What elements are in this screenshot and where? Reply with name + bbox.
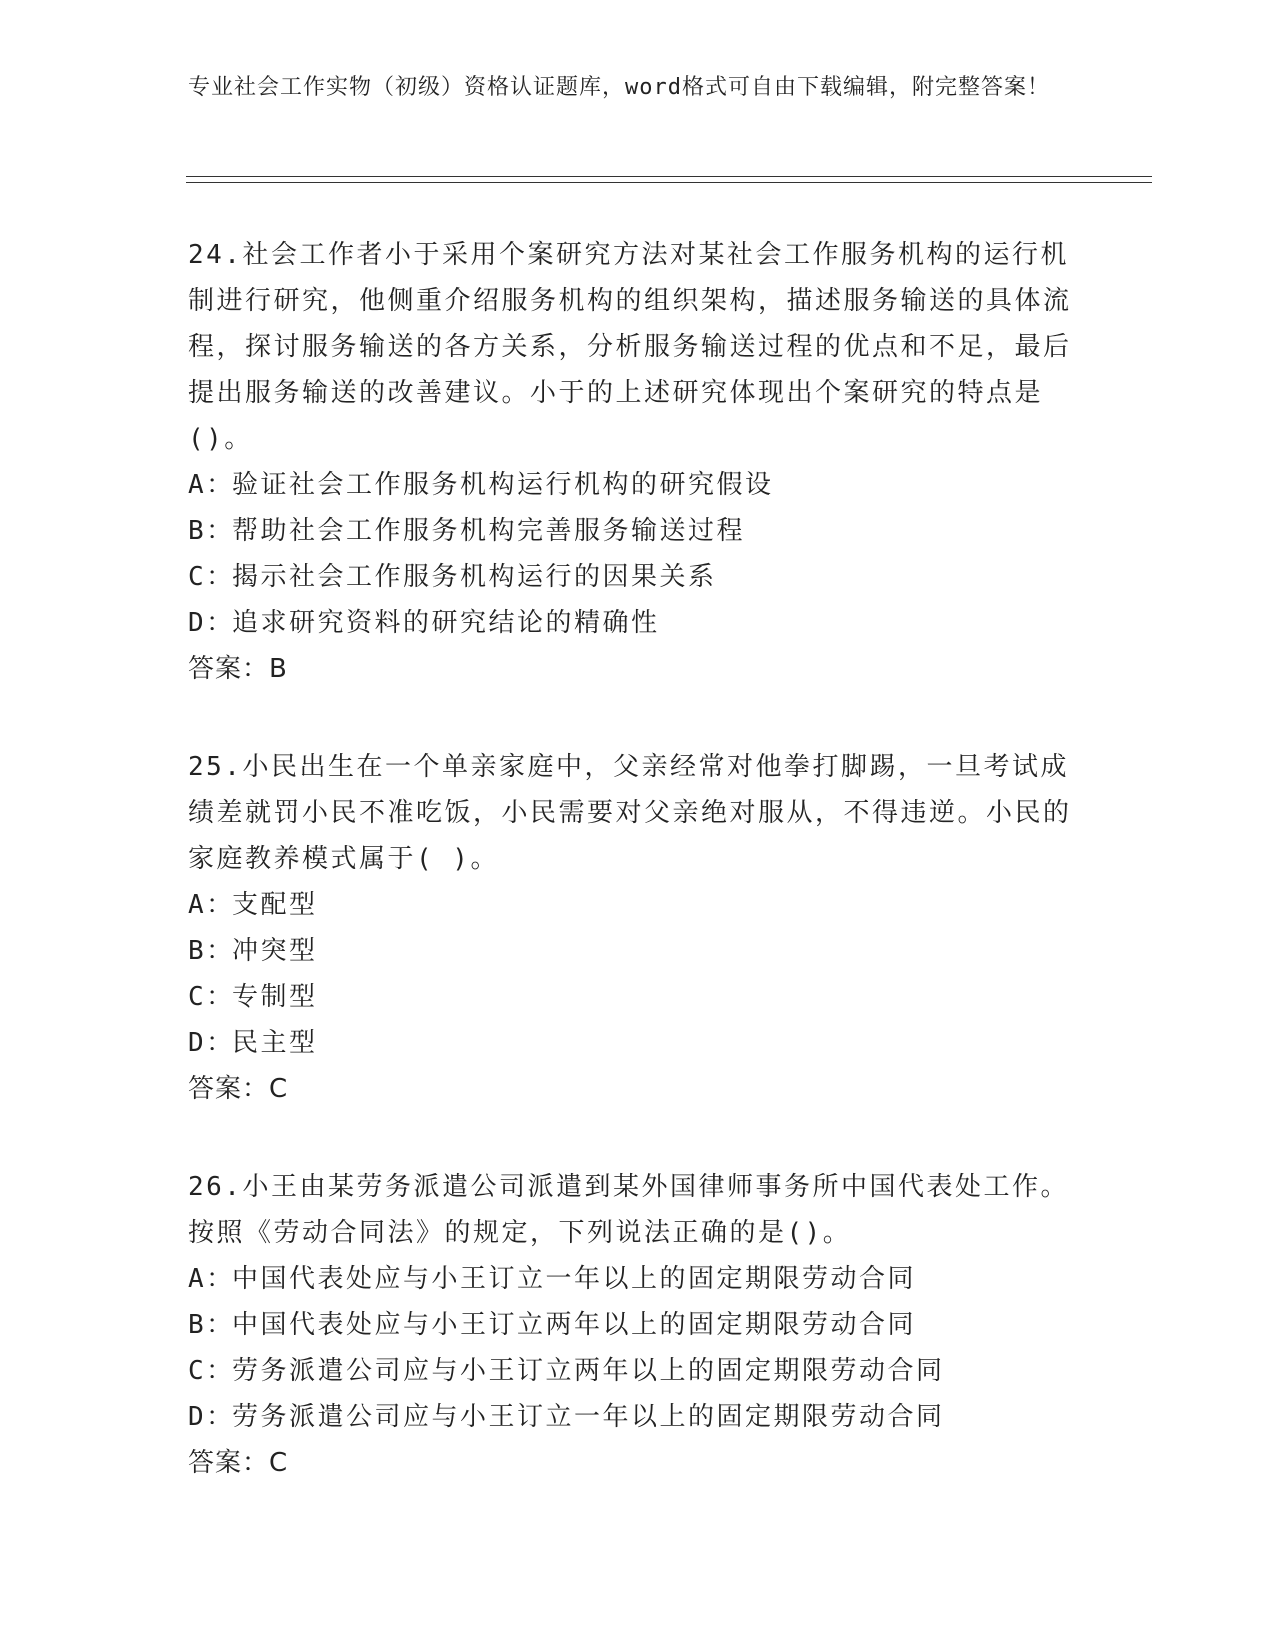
question-24 <box>188 232 1088 692</box>
option-text: 帮助社会工作服务机构完善服务输送过程 <box>232 516 746 546</box>
page-header: 专业社会工作实物（初级）资格认证题库，word格式可自由下载编辑，附完整答案！ <box>188 75 1050 100</box>
answer-line: 答案：C <box>188 1448 289 1478</box>
option-b <box>188 1302 1088 1348</box>
option-key: D： <box>188 608 235 638</box>
option-d <box>188 600 1088 646</box>
question-list <box>188 232 1088 1538</box>
option-c <box>188 1348 1088 1394</box>
question-text: 25.小民出生在一个单亲家庭中，父亲经常对他拳打脚踢，一旦考试成绩差就罚小民不准吃饭，小民需要对父亲绝对服从，不得违逆。小民的家庭教养模式属于( )。 <box>188 752 1072 874</box>
option-key: B： <box>188 516 235 546</box>
option-a <box>188 462 1088 508</box>
option-text: 中国代表处应与小王订立一年以上的固定期限劳动合同 <box>232 1264 917 1294</box>
option-a <box>188 882 1088 928</box>
option-key: D： <box>188 1402 235 1432</box>
answer-line: 答案：B <box>188 654 288 684</box>
question-26 <box>188 1164 1088 1486</box>
option-text: 劳务派遣公司应与小王订立一年以上的固定期限劳动合同 <box>232 1402 945 1432</box>
option-a <box>188 1256 1088 1302</box>
option-text: 中国代表处应与小王订立两年以上的固定期限劳动合同 <box>232 1310 917 1340</box>
option-key: B： <box>188 1310 235 1340</box>
option-text: 支配型 <box>232 890 318 920</box>
option-key: C： <box>188 1356 235 1386</box>
option-key: C： <box>188 982 235 1012</box>
header-divider <box>186 176 1152 183</box>
option-key: B： <box>188 936 235 966</box>
option-key: A： <box>188 1264 235 1294</box>
question-text: 24.社会工作者小于采用个案研究方法对某社会工作服务机构的运行机制进行研究，他侧重介绍服务机构的组织架构，描述服务输送的具体流程，探讨服务输送的各方关系，分析服务输送过程的优点和不足，最后提出服务输送的改善建议。小于的上述研究体现出个案研究的特点是()。 <box>188 240 1072 454</box>
option-text: 揭示社会工作服务机构运行的因果关系 <box>232 562 717 592</box>
answer-line: 答案：C <box>188 1074 289 1104</box>
option-key: C： <box>188 562 235 592</box>
option-d <box>188 1394 1088 1440</box>
option-key: A： <box>188 470 235 500</box>
option-key: A： <box>188 890 235 920</box>
option-text: 追求研究资料的研究结论的精确性 <box>232 608 660 638</box>
option-c <box>188 974 1088 1020</box>
option-b <box>188 508 1088 554</box>
option-text: 劳务派遣公司应与小王订立两年以上的固定期限劳动合同 <box>232 1356 945 1386</box>
option-c <box>188 554 1088 600</box>
option-d <box>188 1020 1088 1066</box>
question-25 <box>188 744 1088 1112</box>
option-text: 验证社会工作服务机构运行机构的研究假设 <box>232 470 774 500</box>
option-text: 冲突型 <box>232 936 318 966</box>
question-text: 26.小王由某劳务派遣公司派遣到某外国律师事务所中国代表处工作。按照《劳动合同法》的规定，下列说法正确的是()。 <box>188 1172 1069 1248</box>
option-text: 民主型 <box>232 1028 318 1058</box>
option-key: D： <box>188 1028 235 1058</box>
option-text: 专制型 <box>232 982 318 1012</box>
option-b <box>188 928 1088 974</box>
